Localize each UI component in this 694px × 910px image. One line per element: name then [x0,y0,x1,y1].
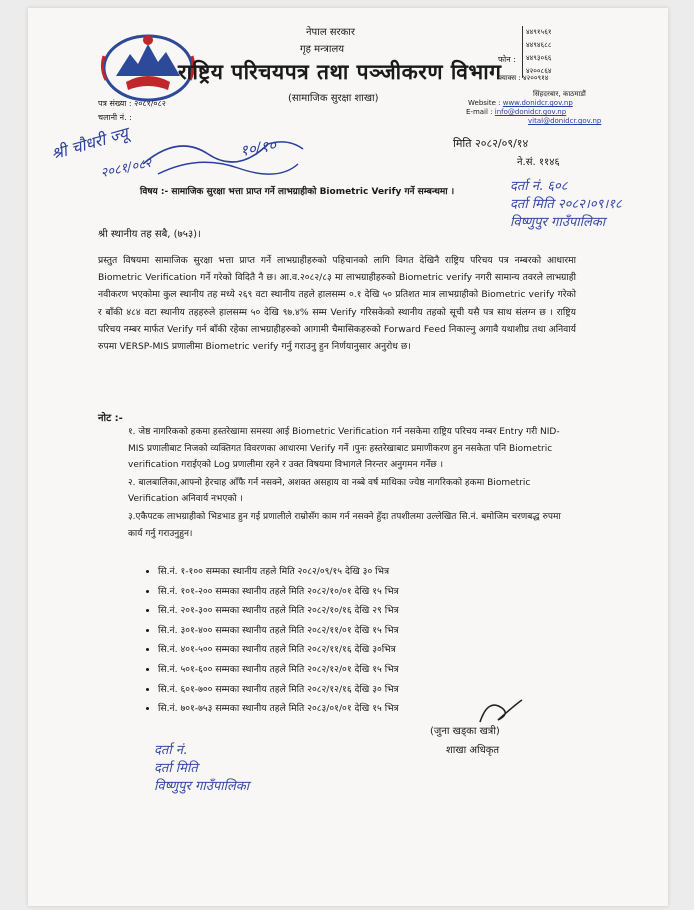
handwritten-note: श्री चौधरी ज्यू [49,123,131,164]
letter-page [28,8,668,906]
schedule-item: • सि.नं. ४०१-५०० सम्मका स्थानीय तहले मिति २०८२/११/१६ देखि ३०भित्र [158,640,578,660]
nepal-sambat-year: ने.सं. ११४६ [517,157,560,168]
note-label: नोट :- [98,413,123,424]
registration-stamp-bottom [154,742,249,796]
addressee: श्री स्थानीय तह सबै, (७५३)। [98,229,201,240]
ministry-name: गृह मन्त्रालय [300,44,345,55]
stamp-office-name: विष्णुपुर गाउँपालिका [510,215,606,230]
phone-list [522,26,551,78]
note-item: २. बालबालिका,आफ्नो हेरचाह आँफै गर्न नसक्ने, अशक्त असहाय वा नब्बे वर्ष माथिका ज्येष्ठ नागरिकको हकमा Biometric Verification अनिवार्य नभएको । [128,477,531,505]
email-line [466,108,566,116]
note-item: १. जेष्ठ नागरिकको हकमा हस्तरेखामा समस्या आई Biometric Verification गर्न नसकेमा राष्ट्रिय परिचय नम्बर Entry गरी NID-MIS प्रणालीबाट निजको व्यक्तिगत विवरणका आधारमा Verify गर्ने ।पुनः हस्तरेखाबाट प्रमाणीकरण हुन नसकेता पनि Biometric verification गराईएको Log प्रणालीमा रहने र उक्त विषयमा विभागले निरन्तर अनुगमन गर्नेछ । [128,427,560,471]
email-label: E-mail : [466,108,493,116]
stamp-darta-number: दर्ता नं. ६०८ [510,179,568,194]
body-paragraph: प्रस्तुत विषयमा सामाजिक सुरक्षा भत्ता प्राप्त गर्ने लाभग्राहीहरुको पहिचानको लागि विगत देखिनै राष्ट्रिय परिचय पत्र नम्बरको आधारमा Biometric Verification गर्ने गरेको विदितै नै छ। आ.व.२०८२/८३ मा लाभग्राहीहरुको Biometric verify नगरी सामान्य तवरले लाभग्राही नवीकरण भएकोमा कुल स्थानीय तह मध्ये २६९ वटा स्थानीय तहले हालसम्म ०.१ देखि ५० प्रतिशत मात्र लाभग्राहीको Biometric verify गरेको र बाँकी ४८४ वटा स्थानीय तहहरुले हालसम्म ५० देखि ९७.४% सम्म Verify गरिसकेको स्थानीय तहको सूची यसै पत्र साथ संलग्न छ । राष्ट्रिय परिचय नम्बर मार्फत Verify गर्न बाँकी रहेका लाभग्राहीहरुको आगामी चैमासिकहरुको Forward Feed निकाल्नु अगावै यथाशीघ्र तथा अनिवार्य रुपमा VERSP-MIS प्रणालीमा Biometric verify गर्नु गराउनु हुन निर्णयानुसार अनुरोध छ। [98,255,576,353]
phone-number: ४२००८६४ [526,67,552,75]
website-link[interactable]: www.donidcr.gov.np [502,99,573,107]
handwritten-initials: १०/१० [238,135,278,161]
notes-list [128,424,574,543]
fax-number: फ्याक्स : ४२००९१४ [498,74,549,82]
schedule-item: • सि.नं. २०१-३०० सम्मका स्थानीय तहले मिति २०८२/१०/१६ देखि २९ भित्र [158,601,578,621]
letter-date: मिति २०८२/०९/१४ [453,137,529,150]
phone-number: ४४९३०६६ [526,54,552,62]
phone-number: ४४९१५६१ [526,28,552,36]
email-link-vital[interactable]: vital@donidcr.gov.np [528,117,602,125]
stamp-darta-number: दर्ता नं. [154,743,188,758]
signatory-name: (जुना खड्का खत्री) [430,726,500,737]
handwritten-note-year: २०८१/०८२ [99,155,154,182]
website-label: Website : [468,99,501,107]
phone-number: ४४९४६८८ [526,41,552,49]
office-location: सिंहदरबार, काठमाडौं [533,90,586,98]
stamp-office-name: विष्णुपुर गाउँपालिका [154,779,250,794]
schedule-item: • सि.नं. १०१-२०० सम्मका स्थानीय तहले मिति २०८२/१०/०१ देखि १५ भित्र [158,582,578,602]
registration-stamp-top [510,176,622,230]
dispatch-number: चलानी नं. : [98,113,132,122]
signatory-title: शाखा अधिकृत [446,745,500,756]
schedule-item: • सि.नं. ७०१-७५३ सम्मका स्थानीय तहले मिति २०८३/०१/०१ देखि १५ भित्र [158,699,578,719]
schedule-item: • सि.नं. १-१०० सम्मका स्थानीय तहले मिति २०८२/०९/१५ देखि ३० भित्र [158,562,578,582]
schedule-item: • सि.नं. ६०१-७०० सम्मका स्थानीय तहले मिति २०८२/१२/१६ देखि ३० भित्र [158,680,578,700]
handwritten-scribble-icon [138,124,308,184]
schedule-item: • सि.नं. ३०१-४०० सम्मका स्थानीय तहले मिति २०८२/११/०१ देखि १५ भित्र [158,621,578,641]
website-line [468,99,573,107]
email-link-info[interactable]: info@donidcr.gov.np [494,108,567,116]
branch-name: (सामाजिक सुरक्षा शाखा) [288,93,379,104]
schedule-item: • सि.नं. ५०१-६०० सम्मका स्थानीय तहले मिति २०८२/१२/०१ देखि १५ भित्र [158,660,578,680]
letter-reference-number: पत्र संख्या : २०८१/०८२ [98,99,166,108]
letter-subject: विषय :- सामाजिक सुरक्षा भत्ता प्राप्त गर्ने लाभग्राहीको Biometric Verify गर्ने सम्बन्धमा । [140,187,455,197]
note-item: ३.एकैपटक लाभग्राहीको भिडभाड हुन गई प्रणालीले राम्रोसँग काम गर्न नसक्ने हुँदा तपशीलमा उल्लेखित सि.नं. बमोजिम चरणबद्ध रुपमा कार्य गर्नु गराउनुहुन। [128,511,561,539]
phone-label: फोन : [498,55,516,64]
stamp-darta-date: दर्ता मिति २०८२।०९।१८ [510,197,622,212]
department-name: राष्ट्रिय परिचयपत्र तथा पञ्जीकरण विभाग [178,60,502,84]
stamp-darta-date: दर्ता मिति [154,761,198,776]
government-name: नेपाल सरकार [306,27,355,38]
